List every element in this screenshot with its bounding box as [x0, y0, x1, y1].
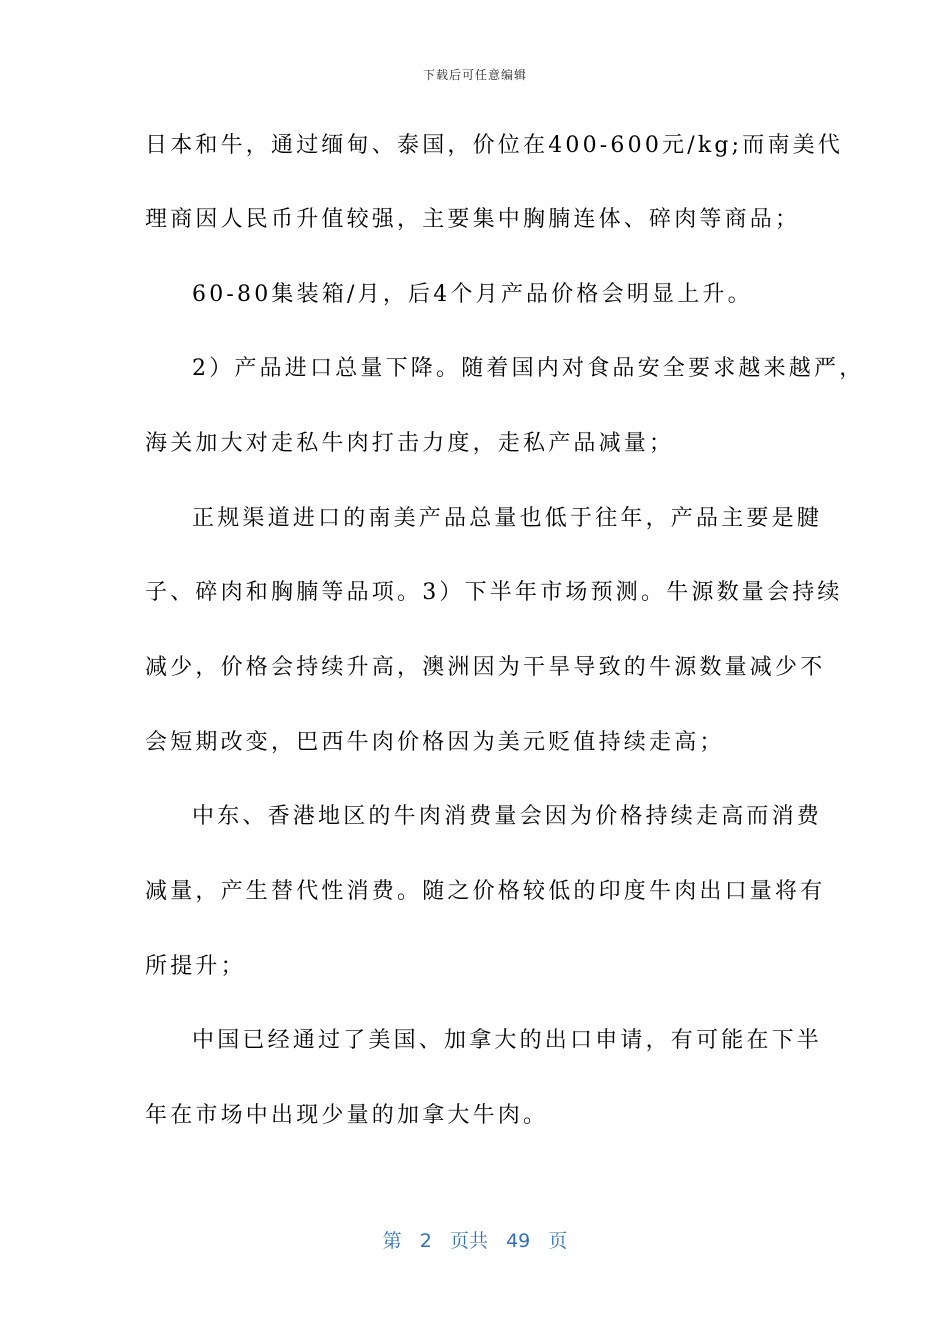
- body-line: 所提升；: [145, 954, 246, 979]
- body-line: 日本和牛，通过缅甸、泰国，价位在400-600元/kg;而南美代: [145, 133, 844, 158]
- page-suffix: 页: [548, 1230, 568, 1252]
- body-line: 正规渠道进口的南美产品总量也低于往年，产品主要是腱: [192, 506, 823, 531]
- total-pages-number: 49: [506, 1230, 531, 1252]
- page-prefix: 第: [382, 1230, 402, 1252]
- body-line: 60-80集装箱/月，后4个月产品价格会明显上升。: [192, 282, 753, 307]
- body-line: 2）产品进口总量下降。随着国内对食品安全要求越来越严，: [192, 356, 865, 381]
- current-page-number: 2: [419, 1230, 432, 1252]
- body-line: 减少，价格会持续升高，澳洲因为干旱导致的牛源数量减少不: [145, 655, 826, 680]
- body-line: 减量，产生替代性消费。随之价格较低的印度牛肉出口量将有: [145, 879, 826, 904]
- page-footer: [0, 1226, 950, 1253]
- body-line: 子、碎肉和胸腩等品项。3）下半年市场预测。牛源数量会持续: [145, 580, 843, 605]
- body-line: 中国已经通过了美国、加拿大的出口申请，有可能在下半: [192, 1028, 823, 1053]
- page-middle: 页共: [449, 1230, 488, 1252]
- body-line: 中东、香港地区的牛肉消费量会因为价格持续走高而消费: [192, 804, 823, 829]
- body-line: 会短期改变，巴西牛肉价格因为美元贬值持续走高；: [145, 730, 725, 755]
- header-note: 下载后可任意编辑: [422, 68, 527, 82]
- body-line: 海关加大对走私牛肉打击力度，走私产品减量；: [145, 431, 675, 456]
- body-line: 理商因人民币升值较强，主要集中胸腩连体、碎肉等商品；: [145, 207, 801, 232]
- body-line: 年在市场中出现少量的加拿大牛肉。: [145, 1103, 549, 1128]
